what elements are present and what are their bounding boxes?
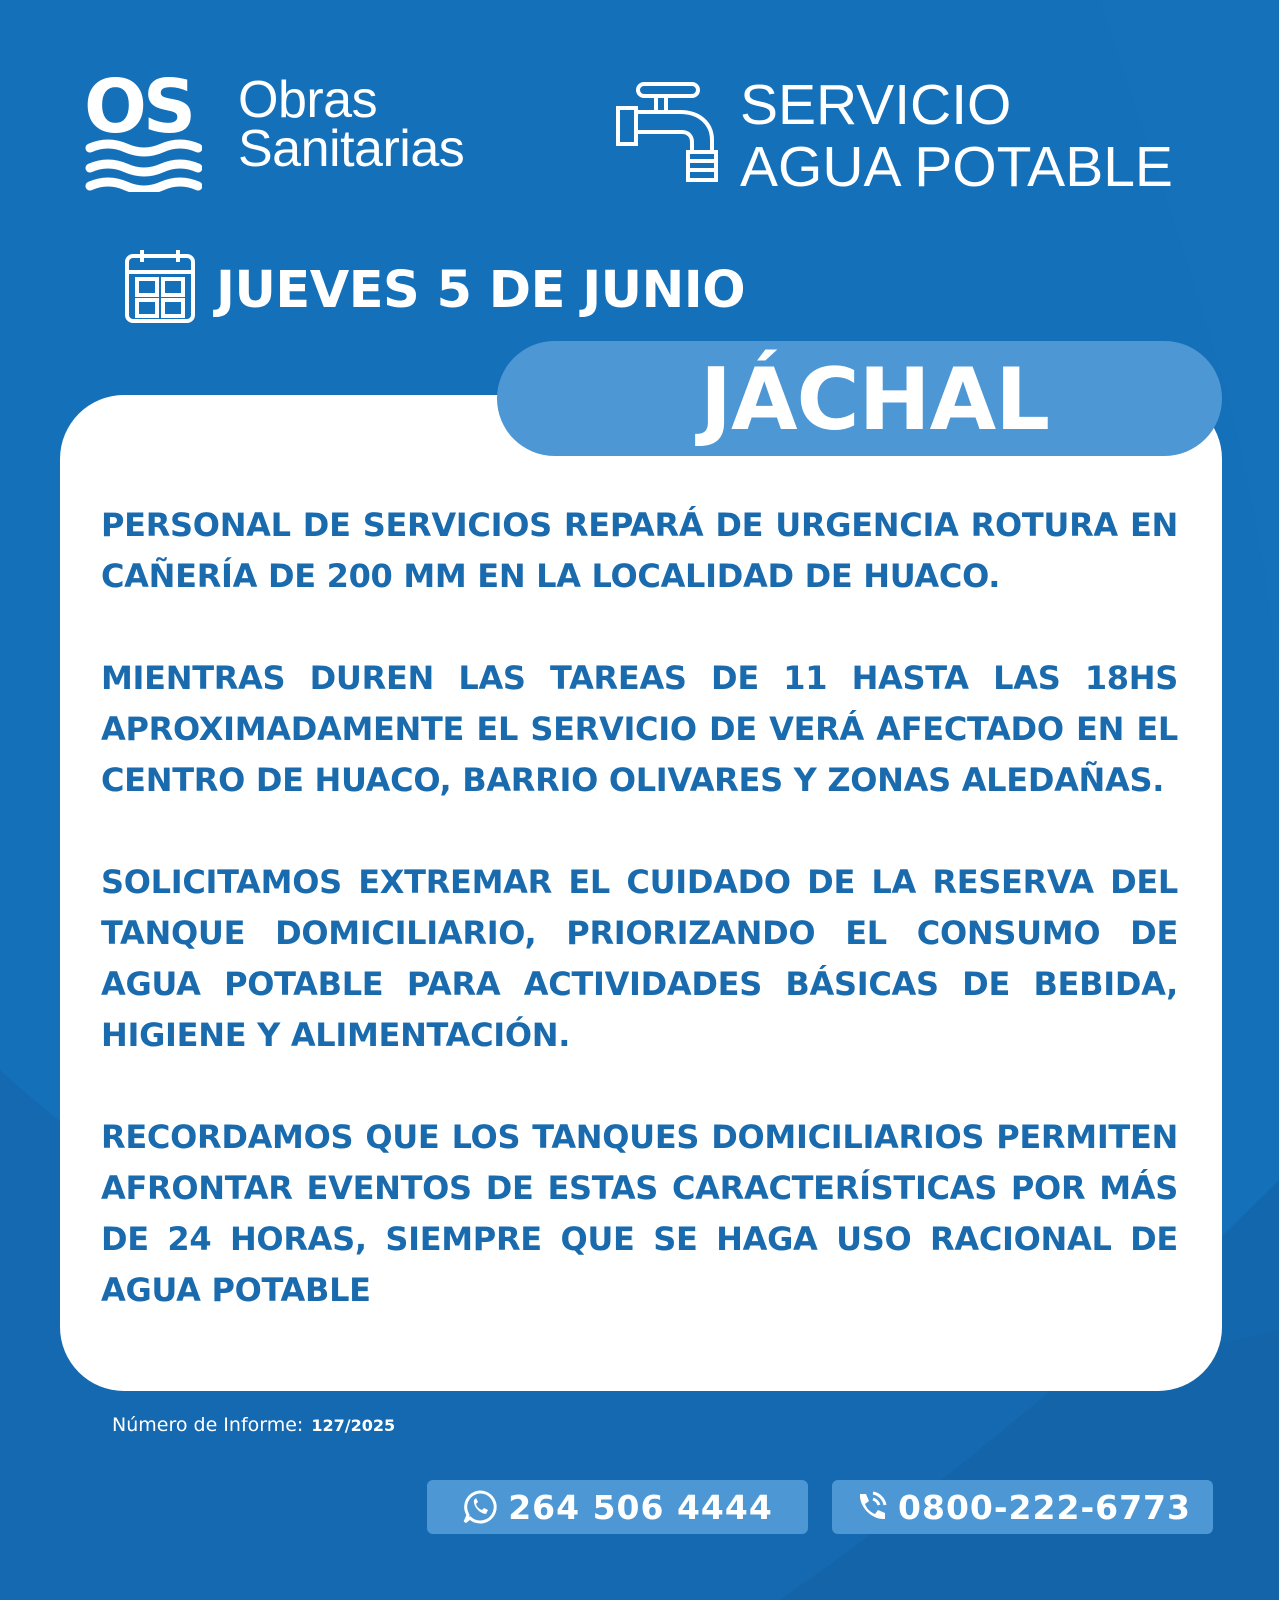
whatsapp-number: 264 506 4444 (508, 1487, 773, 1527)
notice-paragraph: SOLICITAMOS EXTREMAR EL CUIDADO DE LA RESERVA DEL TANQUE DOMICILIARIO, PRIORIZANDO EL CONSUMO DE AGUA POTABLE PARA ACTIVIDADES BÁSICAS DE BEBIDA, HIGIENE Y ALIMENTACIÓN. (101, 863, 1178, 1054)
brand-name-line1: Obras (238, 71, 378, 129)
notice-paragraph: RECORDAMOS QUE LOS TANQUES DOMICILIARIOS PERMITEN AFRONTAR EVENTOS DE ESTAS CARACTERÍSTICAS POR MÁS DE 24 HORAS, SIEMPRE QUE SE HAGA USO RACIONAL DE AGUA POTABLE (101, 1118, 1178, 1309)
report-value: 127/2025 (311, 1416, 396, 1435)
notice-paragraph: PERSONAL DE SERVICIOS REPARÁ DE URGENCIA ROTURA EN CAÑERÍA DE 200 MM EN LA LOCALIDAD DE HUACO. (101, 506, 1178, 595)
phone-icon (854, 1490, 888, 1524)
date-label: JUEVES 5 DE JUNIO (216, 261, 746, 320)
calendar-icon (124, 248, 196, 324)
whatsapp-icon (462, 1489, 498, 1525)
logo-letters: OS (84, 70, 193, 150)
phone-number: 0800-222-6773 (898, 1487, 1191, 1527)
report-label: Número de Informe: (112, 1414, 304, 1436)
phone-contact[interactable] (832, 1480, 1213, 1534)
faucet-icon (616, 78, 726, 188)
notice-body (101, 500, 1178, 1367)
whatsapp-contact[interactable] (427, 1480, 808, 1534)
notice-paragraph: MIENTRAS DUREN LAS TAREAS DE 11 HASTA LAS 18HS APROXIMADAMENTE EL SERVICIO DE VERÁ AFECTADO EN EL CENTRO DE HUACO, BARRIO OLIVARES Y ZONAS ALEDAÑAS. (101, 659, 1178, 799)
location-label: JÁCHAL (700, 350, 1050, 450)
brand-name (238, 71, 465, 178)
report-number (112, 1414, 395, 1436)
os-logo (84, 70, 202, 192)
service-title (740, 74, 1173, 198)
brand-name-line2: Sanitarias (238, 120, 465, 178)
service-title-line2: AGUA POTABLE (740, 135, 1173, 199)
service-title-line1: SERVICIO (740, 73, 1012, 137)
